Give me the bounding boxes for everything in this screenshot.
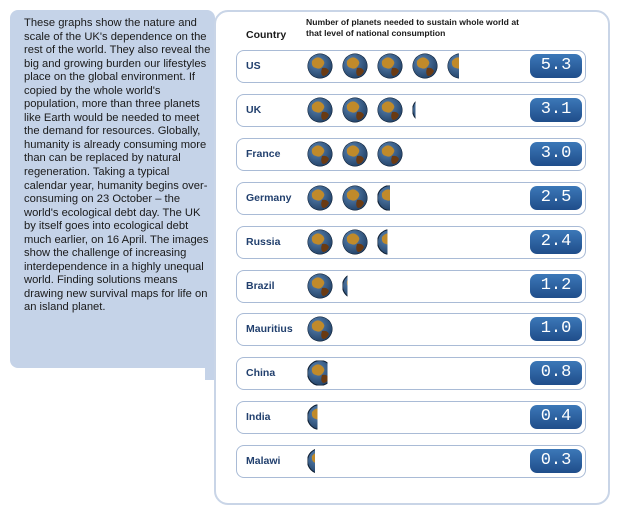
planet-icons [237, 51, 459, 81]
earth-planet-icon [343, 273, 368, 298]
planet-icons [237, 358, 459, 388]
planets-value-label: 1.2 [530, 274, 582, 298]
planet-icons [237, 183, 459, 213]
planet-icons [237, 402, 459, 432]
earth-planet-icon [378, 229, 403, 254]
chart-row-germany [236, 182, 586, 215]
country-label: US [246, 60, 261, 72]
chart-row-china [236, 357, 586, 390]
planet-icons [237, 314, 459, 344]
planets-value-label: 2.5 [530, 186, 582, 210]
earth-planet-icon [343, 97, 368, 122]
earth-planet-icon [413, 97, 438, 122]
earth-planet-icon [413, 54, 438, 79]
earth-planet-icon [308, 449, 333, 474]
earth-planet-icon [308, 185, 333, 210]
planets-value-label: 2.4 [530, 230, 582, 254]
planets-value-label: 0.8 [530, 361, 582, 385]
planets-column-header: Number of planets needed to sustain whole world at that level of national consumption [306, 17, 519, 38]
country-column-header: Country [246, 29, 287, 41]
planet-icons [237, 271, 459, 301]
planet-icons [237, 227, 459, 257]
earth-planet-icon [343, 229, 368, 254]
chart-row-uk [236, 94, 586, 127]
chart-row-russia [236, 226, 586, 259]
chart-row-mauritius [236, 313, 586, 346]
planets-value-label: 1.0 [530, 317, 582, 341]
country-label: Russia [246, 235, 281, 248]
earth-planet-icon [378, 54, 403, 79]
earth-planet-icon [378, 185, 403, 210]
planets-value-label: 3.1 [530, 98, 582, 122]
country-label: France [246, 147, 281, 160]
earth-planet-icon [308, 229, 333, 254]
country-label: China [246, 367, 276, 380]
planet-icons [237, 139, 459, 169]
chart-row-france [236, 138, 586, 171]
earth-planet-icon [308, 317, 333, 342]
country-label: Brazil [246, 279, 275, 292]
planets-value-label: 5.3 [530, 54, 582, 78]
intro-text: These graphs show the nature and scale of the UK's dependence on the rest of the world. They also reveal the big and growing burden our lifestyles place on the global environment. If copied by the whole world's population, more than three planets like Earth would be needed to meet the demand for resources. Globally, humanity is already consuming more than can be replaced by natural regeneration. Taking a typical calendar year, humanity begins over-consuming on 23 October – the world's ecological debt day. The UK by itself goes into ecological debt much earlier, on 16 April. The images show the challenge of increasing interdependence in a highly unequal world. Finding solutions means drawing new survival maps for life on an island planet. [24, 17, 211, 314]
earth-planet-icon [378, 97, 403, 122]
country-label: India [246, 411, 271, 424]
planets-value-label: 3.0 [530, 142, 582, 166]
planet-icons [237, 95, 459, 125]
earth-planet-icon [343, 141, 368, 166]
earth-planet-icon [343, 185, 368, 210]
earth-planet-icon [308, 361, 333, 386]
earth-planet-icon [343, 54, 368, 79]
earth-planet-icon [378, 141, 403, 166]
country-label: Germany [246, 191, 292, 204]
earth-planet-icon [448, 54, 460, 79]
earth-planet-icon [308, 141, 333, 166]
chart-row-malawi [236, 445, 586, 478]
chart-row-india [236, 401, 586, 434]
country-label: Malawi [246, 455, 281, 468]
planets-value-label: 0.3 [530, 449, 582, 473]
planets-value-label: 0.4 [530, 405, 582, 429]
earth-planet-icon [308, 405, 333, 430]
earth-planet-icon [308, 54, 333, 79]
country-label: Mauritius [246, 323, 293, 336]
planet-icons [237, 446, 459, 476]
chart-row-brazil [236, 270, 586, 303]
earth-planet-icon [308, 97, 333, 122]
country-label: UK [246, 103, 262, 116]
earth-planet-icon [308, 273, 333, 298]
chart-row-us [236, 50, 586, 83]
